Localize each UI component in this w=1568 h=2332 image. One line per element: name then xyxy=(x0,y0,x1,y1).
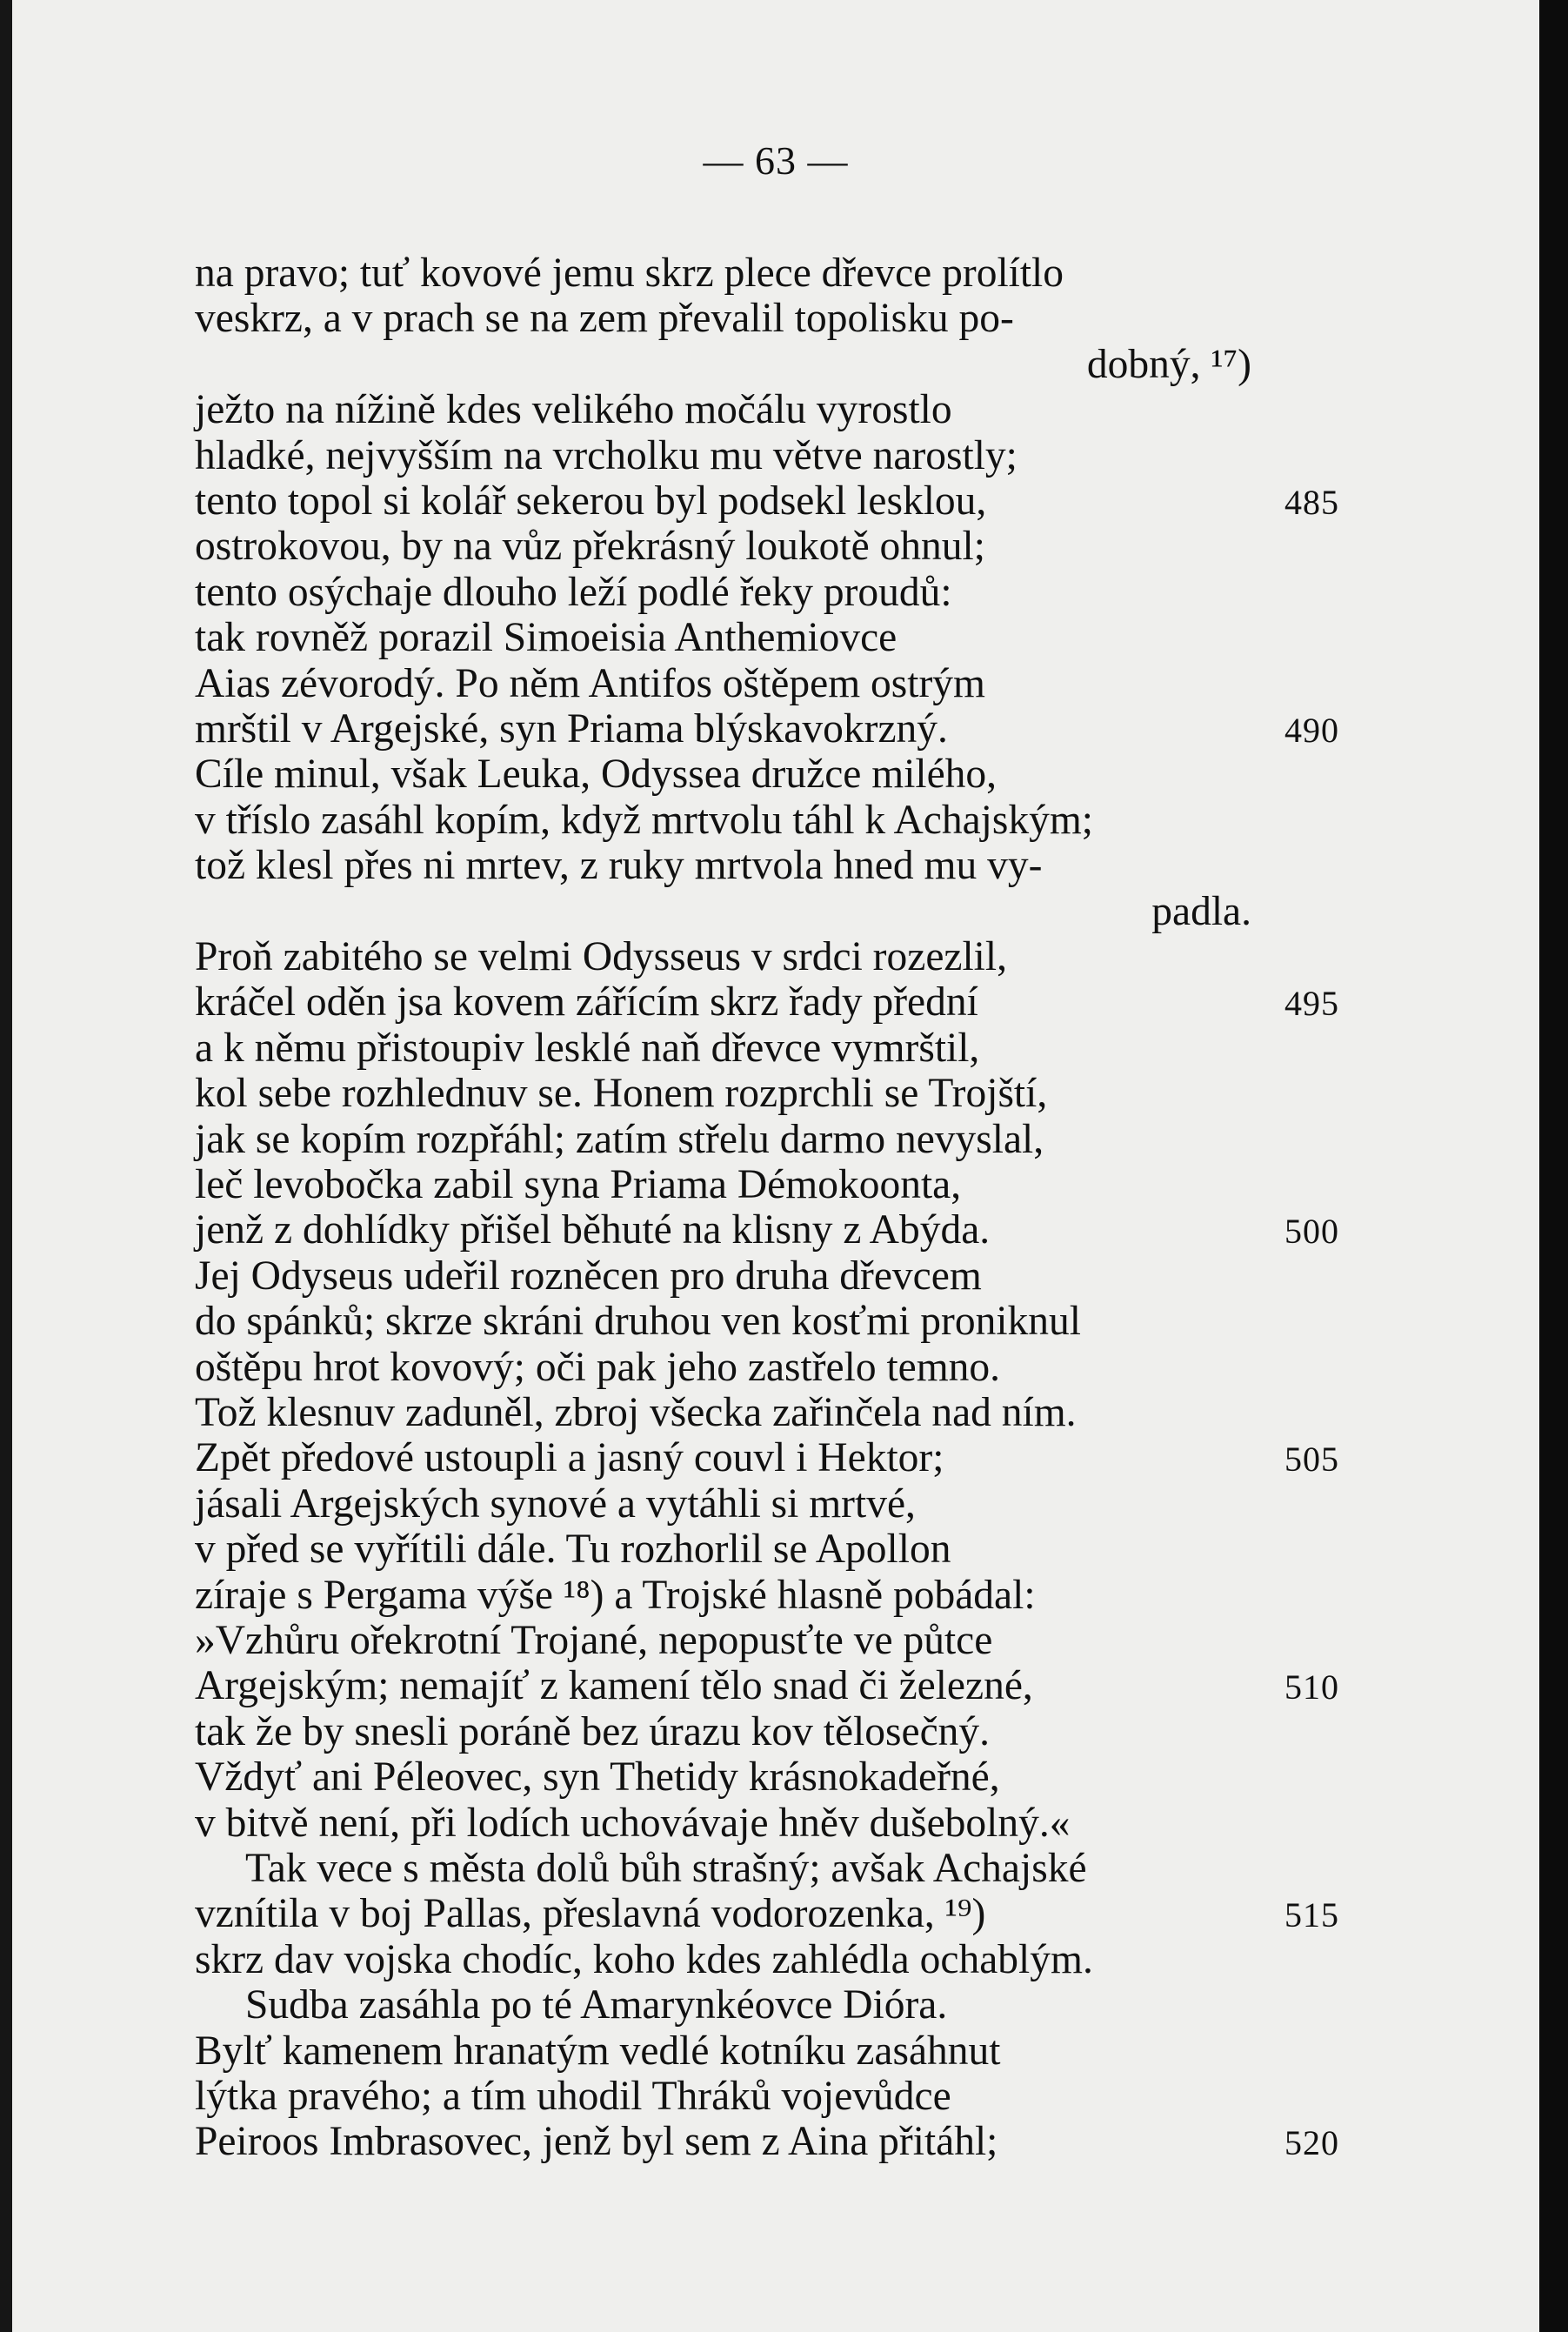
verse-line xyxy=(245,1982,1251,2028)
verse-text: skrz dav vojska chodíc, koho kdes zahlédla ochablým. xyxy=(195,1936,1093,1982)
verse-line xyxy=(195,1390,1251,1435)
verse-text: Vždyť ani Péleovec, syn Thetidy krásnokadeřné, xyxy=(195,1754,1000,1801)
verse-text: »Vzhůru ořekrotní Trojané, nepopusťte ve půtce xyxy=(195,1618,993,1663)
verse-line xyxy=(195,387,1251,432)
verse-text: na pravo; tuť kovové jemu skrz plece dřevce prolítlo xyxy=(195,251,1064,296)
verse-line xyxy=(195,1937,1251,1982)
verse-text: lýtka pravého; a tím uhodil Thráků vojevůdce xyxy=(195,2074,951,2119)
verse-line xyxy=(195,1709,1251,1754)
verse-line xyxy=(195,1026,1251,1071)
verse-text: v před se vyřítili dále. Tu rozhorlil se Apollon xyxy=(195,1527,951,1573)
verse-text: a k němu přistoupiv lesklé naň dřevce vymrštil, xyxy=(195,1025,980,1071)
verse-text: do spánků; skrze skráni druhou ven kosťmi proniknul xyxy=(195,1299,1081,1345)
page-number: — 63 — xyxy=(703,138,849,183)
line-number: 505 xyxy=(1284,1440,1339,1480)
verse-text: Tož klesnuv zaduněl, zbroj všecka zařinčela nad ním. xyxy=(195,1390,1077,1435)
verse-text: Peiroos Imbrasovec, jenž byl sem z Aina přitáhl; xyxy=(195,2119,998,2165)
verse-text: mrštil v Argejské, syn Priama blýskavokrzný. xyxy=(195,706,948,752)
verse-text: Argejským; nemajíť z kamení tělo snad či železné, xyxy=(195,1663,1033,1709)
verse-text: Bylť kamenem hranatým vedlé kotníku zasáhnut xyxy=(195,2028,1001,2074)
verse-line xyxy=(195,615,1251,660)
verse-line xyxy=(195,1071,1251,1116)
verse-line xyxy=(195,342,1251,387)
verse-line xyxy=(195,296,1251,341)
verse-line xyxy=(195,2119,1251,2164)
verse-text: kráčel oděn jsa kovem zářícím skrz řady přední xyxy=(195,979,978,1026)
line-number: 485 xyxy=(1284,483,1339,522)
verse-line xyxy=(195,1891,1251,1936)
verse-text: leč levobočka zabil syna Priama Démokoonta, xyxy=(195,1162,962,1207)
verse-text: hladké, nejvyšším na vrcholku mu větve narostly; xyxy=(195,432,1018,478)
verse-line xyxy=(195,1435,1251,1480)
verse-line xyxy=(195,1299,1251,1344)
verse-text: Zpět předové ustoupli a jasný couvl i Hektor; xyxy=(195,1435,944,1481)
verse-line xyxy=(195,661,1251,706)
verse-line xyxy=(195,2028,1251,2074)
scan-right-edge xyxy=(1539,0,1568,2332)
verse-line xyxy=(195,889,1251,934)
verse-text: veskrz, a v prach se na zem převalil topolisku po- xyxy=(195,296,1014,342)
verse-text: v bitvě není, při lodích uchovávaje hněv dušebolný.« xyxy=(195,1800,1071,1846)
verse-line xyxy=(195,1253,1251,1299)
verse-text: vznítila v boj Pallas, přeslavná vodorozenka, ¹⁹) xyxy=(195,1891,986,1937)
verse-line xyxy=(195,1801,1251,1846)
line-number: 495 xyxy=(1284,984,1339,1024)
verse-line xyxy=(195,1527,1251,1572)
line-number: 500 xyxy=(1284,1212,1339,1252)
verse-line xyxy=(195,843,1251,888)
verse-text: Aias zévorodý. Po něm Antifos oštěpem ostrým xyxy=(195,660,985,706)
verse-text: oštěpu hrot kovový; oči pak jeho zastřelo temno. xyxy=(195,1344,1001,1390)
verse-line xyxy=(195,1754,1251,1800)
verse-text: jenž z dohlídky přišel běhuté na klisny z Abýda. xyxy=(195,1207,991,1253)
verse-line xyxy=(195,1207,1251,1253)
verse-text: Proň zabitého se velmi Odysseus v srdci rozezlil, xyxy=(195,934,1007,979)
verse-text: Jej Odyseus udeřil rozněcen pro druha dřevcem xyxy=(195,1253,982,1299)
verse-line xyxy=(195,1663,1251,1708)
verse-text: tak že by snesli poráně bez úrazu kov tělosečný. xyxy=(195,1708,991,1754)
verse-text: tož klesl přes ni mrtev, z ruky mrtvola hned mu vy- xyxy=(195,843,1043,889)
verse-line xyxy=(195,1573,1251,1618)
verse-line xyxy=(195,934,1251,979)
verse-line xyxy=(195,752,1251,797)
verse-text: ježto na nížině kdes velikého močálu vyrostlo xyxy=(195,387,952,433)
line-number: 490 xyxy=(1284,711,1339,750)
line-number: 510 xyxy=(1284,1667,1339,1707)
verse-text: Tak vece s města dolů bůh strašný; avšak Achajské xyxy=(245,1846,1087,1891)
verse-text: jak se kopím rozpřáhl; zatím střelu darmo nevyslal, xyxy=(195,1116,1044,1162)
verse-line xyxy=(195,1345,1251,1390)
verse-text: tak rovněž porazil Simoeisia Anthemiovce xyxy=(195,615,897,661)
verse-text: ostrokovou, by na vůz překrásný loukotě ohnul; xyxy=(195,524,985,570)
verse-text: tento osýchaje dlouho leží podlé řeky proudů: xyxy=(195,569,952,615)
verse-line xyxy=(195,1481,1251,1527)
verse-line xyxy=(195,979,1251,1025)
verse-line xyxy=(195,1162,1251,1207)
verse-text: Sudba zasáhla po té Amarynkéovce Dióra. xyxy=(245,1982,948,2028)
line-number: 520 xyxy=(1284,2123,1339,2163)
verse-line xyxy=(195,1117,1251,1162)
verse-text: tento topol si kolář sekerou byl podsekl lesklou, xyxy=(195,478,987,524)
verse-text: Cíle minul, však Leuka, Odyssea družce milého, xyxy=(195,752,998,798)
verse-text: jásali Argejských synové a vytáhli si mrtvé, xyxy=(195,1480,916,1527)
verse-line xyxy=(195,1618,1251,1663)
verse-line xyxy=(195,251,1251,296)
verse-text: zíraje s Pergama výše ¹⁸) a Trojské hlasně pobádal: xyxy=(195,1572,1036,1618)
verse-line xyxy=(195,570,1251,615)
verse-text: v tříslo zasáhl kopím, když mrtvolu táhl k Achajským; xyxy=(195,797,1093,843)
verse-text: dobný, ¹⁷) xyxy=(1086,341,1251,387)
verse-line xyxy=(195,798,1251,843)
verse-text: padla. xyxy=(1151,888,1251,934)
verse-line xyxy=(195,2074,1251,2119)
book-page xyxy=(12,0,1539,2332)
verse-text: kol sebe rozhlednuv se. Honem rozprchli se Trojští, xyxy=(195,1071,1048,1117)
verse-line xyxy=(195,524,1251,569)
line-number: 515 xyxy=(1284,1895,1339,1935)
verse-line xyxy=(195,433,1251,478)
verse-line xyxy=(195,478,1251,524)
verse-line xyxy=(195,706,1251,752)
verse-line xyxy=(245,1846,1251,1891)
scan-left-edge xyxy=(0,0,12,2332)
